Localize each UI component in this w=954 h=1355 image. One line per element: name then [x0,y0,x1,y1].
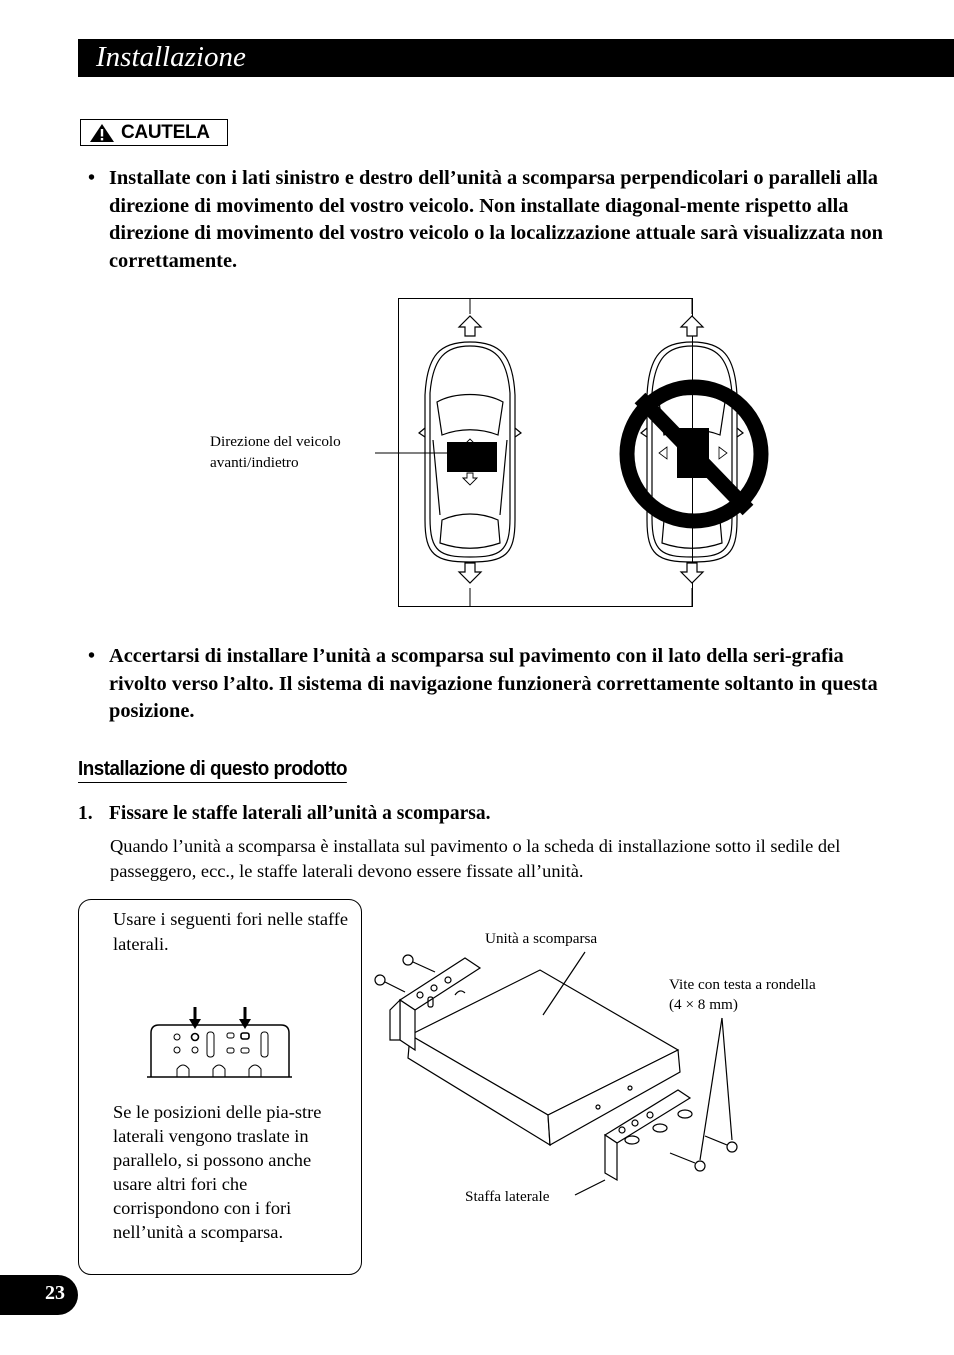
unit-label: Unità a scomparsa [485,930,598,947]
note-box [78,899,362,1275]
bullet-marker: • [88,167,96,189]
bullet-marker: • [88,645,96,667]
bracket-label: Staffa laterale [465,1188,550,1205]
orientation-diagram [0,0,954,640]
direction-label-1: Direzione del veicolo [210,433,341,450]
bullet-text-orientation: Installate con i lati sinistro e destro dell’unità a scomparsa perpendicolari o paralleli alla direzione di movimento del vostro veicolo. Non installate diagonal-mente rispetto alla direzione di movimento del vostro veicolo o la localizzazione attuale sarà visualizzata non correttamente. [109,167,883,272]
bracket-holes-diagram [147,1005,292,1080]
page-number: 23 [45,1282,65,1304]
note-text-1: Usare i seguenti fori nelle staffe laterali. [113,909,349,954]
step-text: Fissare le staffe laterali all’unità a scomparsa. [109,803,491,824]
screw-label-1: Vite con testa a rondella [669,976,816,993]
step-number: 1. [78,803,93,824]
caution-text: CAUTELA [121,122,210,143]
bullet-text-floor: Accertarsi di installare l’unità a scomparsa sul pavimento con il lato della seri-grafia rivolto verso l’alto. Il sistema di navigazione funzionerà correttamente soltanto in questa posizione. [109,645,878,722]
screw-label-2: (4 × 8 mm) [669,996,738,1013]
section-heading: Installazione di questo prodotto [78,758,347,783]
step-description: Quando l’unità a scomparsa è installata sul pavimento o la scheda di installazione sotto il sedile del passeggero, ecc., le staffe laterali devono essere fissate all’unità. [110,836,841,881]
direction-label-2: avanti/indietro [210,454,299,471]
note-text-2: Se le posizioni delle pia-stre laterali vengono traslate in parallelo, si possono anche usare altri fori che corrispondono con i fori nell’unità a scomparsa. [113,1102,322,1242]
page-number-tab [0,1275,78,1315]
page-title: Installazione [96,41,246,73]
